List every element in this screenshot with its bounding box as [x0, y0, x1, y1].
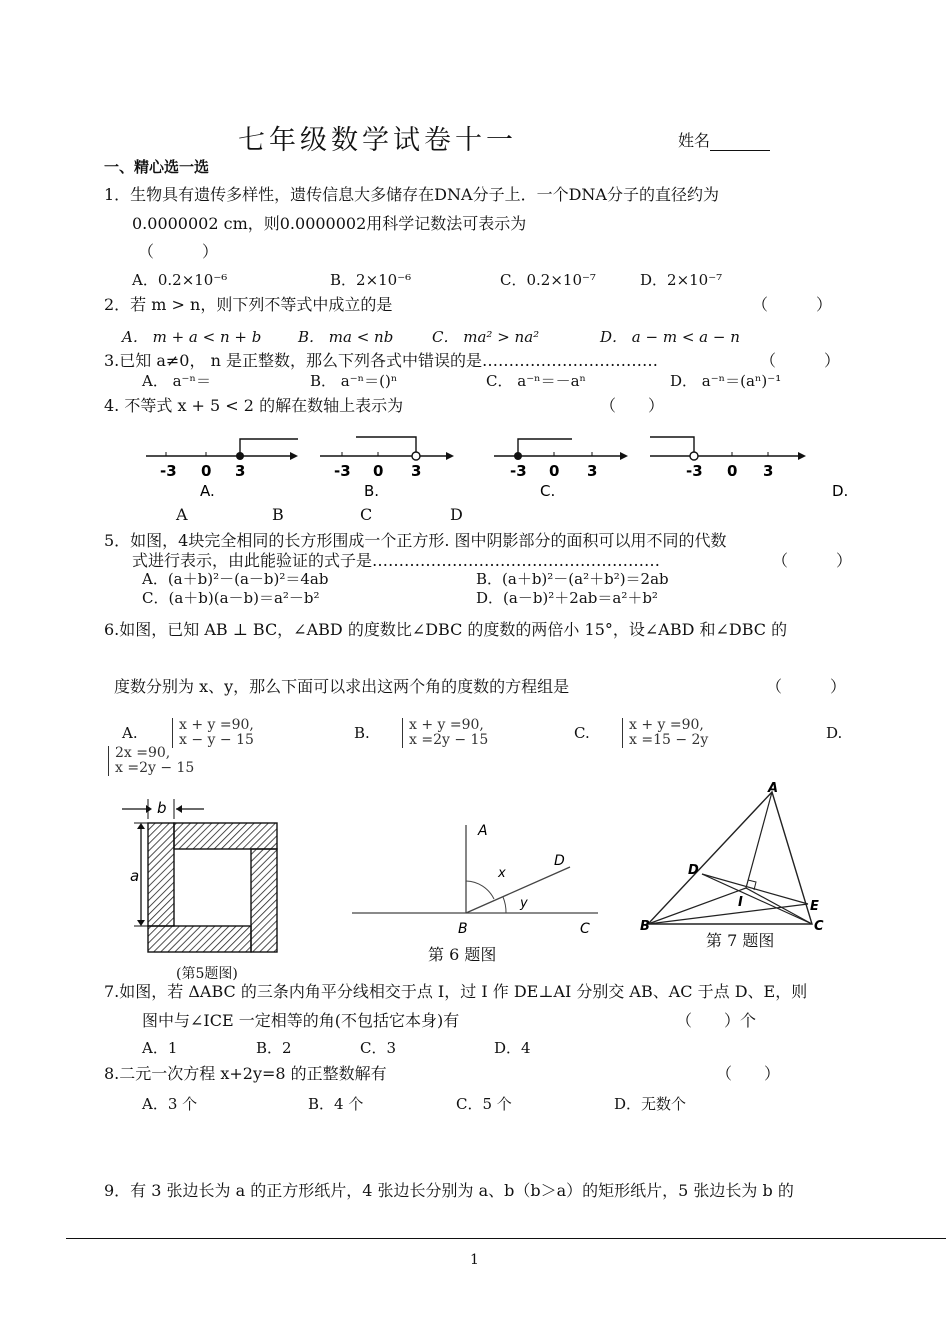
q8-option-d: D．无数个: [614, 1095, 687, 1113]
tick-label: 3: [763, 462, 774, 480]
tick-label: -3: [160, 462, 177, 480]
fig7-label-i: I: [738, 895, 743, 910]
q7-line2: 图中与∠ICE 一定相等的角(不包括它本身)有: [142, 1011, 460, 1030]
q7-option-b: B．2: [256, 1039, 292, 1057]
page-title: 七年级数学试卷十一: [238, 125, 517, 156]
section-title: 一、精心选一选: [104, 158, 210, 176]
q2-option-d: D． a − m < a − n: [600, 328, 740, 346]
q4-letter-a: A: [176, 505, 188, 524]
q5-option-a: A．(a＋b)²－(a－b)²＝4ab: [142, 570, 329, 588]
fig7-label-e: E: [810, 899, 819, 914]
q6-paren: （ ）: [766, 677, 847, 696]
q3-option-b: B． a⁻ⁿ＝()ⁿ: [310, 372, 398, 390]
q7-paren: （ ）个: [676, 1011, 757, 1030]
q2-option-a: A． m + a < n + b: [122, 328, 262, 346]
q1-option-b: B．2×10⁻⁶: [330, 271, 412, 289]
q3-option-d: D． a⁻ⁿ＝(aⁿ)⁻¹: [670, 372, 782, 390]
q8-option-c: C．5 个: [456, 1095, 512, 1113]
q4-letter-b: B: [272, 505, 284, 524]
q3-option-c: C． a⁻ⁿ＝－aⁿ: [486, 372, 587, 390]
q8-paren: （ ）: [716, 1064, 781, 1083]
fig5-label-b: b: [157, 799, 167, 817]
q6-option-d-letter: D.: [826, 724, 843, 742]
tick-label: -3: [334, 462, 351, 480]
figure-6: [348, 815, 608, 940]
tick-label: 0: [549, 462, 560, 480]
q6-option-b-letter: B.: [354, 724, 370, 742]
tick-label: 3: [587, 462, 598, 480]
axis-option-label: C.: [540, 482, 556, 500]
q8-option-a: A．3 个: [142, 1095, 198, 1113]
q6-system-d: [108, 746, 194, 776]
tick-label: 0: [201, 462, 212, 480]
name-blank: [710, 134, 770, 151]
system-eq: x =15 − 2y: [629, 732, 709, 748]
q6-system-a: [172, 718, 254, 748]
q1-option-d: D．2×10⁻⁷: [640, 271, 723, 289]
fig7-label-c: C: [814, 919, 824, 934]
fig7-caption: 第 7 题图: [706, 931, 775, 950]
tick-label: 0: [373, 462, 384, 480]
fig6-label-b: B: [458, 921, 468, 937]
q1-line1: 1．生物具有遗传多样性，遗传信息大多储存在DNA分子上．一个DNA分子的直径约为: [104, 185, 719, 204]
q6-option-c-letter: C.: [574, 724, 590, 742]
name-label: 姓名: [678, 131, 711, 150]
q1-option-c: C．0.2×10⁻⁷: [500, 271, 596, 289]
q2-option-b: B． ma < nb: [298, 328, 394, 346]
q9-line1: 9．有 3 张边长为 a 的正方形纸片，4 张边长分别为 a、b（b＞a）的矩形纸片，5 张边长为 b 的: [104, 1181, 794, 1200]
fig6-label-d: D: [554, 853, 565, 869]
fig6-label-a: A: [478, 823, 488, 839]
q7-option-c: C．3: [360, 1039, 397, 1057]
q7-option-d: D．4: [494, 1039, 531, 1057]
q1-option-a: A．0.2×10⁻⁶: [132, 271, 228, 289]
fig6-label-c: C: [580, 921, 590, 937]
system-eq: x + y =90,: [629, 717, 704, 733]
fig5-label-a: a: [130, 867, 140, 885]
name-field: [678, 128, 770, 151]
system-eq: x =2y − 15: [409, 732, 489, 748]
page-number: 1: [470, 1252, 479, 1268]
q5-line2: 式进行表示，由此能验证的式子是………………………………………………: [132, 551, 661, 570]
figure-5: [112, 795, 292, 963]
axis-option-label: A.: [200, 482, 215, 500]
q4-paren: （ ）: [600, 396, 665, 415]
q1-line2: 0.0000002 cm，则0.0000002用科学记数法可表示为: [132, 214, 527, 233]
q5-option-b: B．(a＋b)²－(a²＋b²)＝2ab: [476, 570, 669, 588]
q6-system-b: [402, 718, 488, 748]
fig5-caption: (第5题图): [176, 966, 238, 982]
q2-stem: 2．若 m > n，则下列不等式中成立的是: [104, 295, 393, 314]
q6-system-c: [622, 718, 708, 748]
system-eq: x =2y − 15: [115, 760, 195, 776]
number-line-d: [650, 437, 848, 500]
number-line-b: [320, 437, 454, 500]
system-eq: 2x =90,: [115, 745, 171, 761]
tick-label: 0: [727, 462, 738, 480]
axis-option-label: D.: [832, 482, 849, 500]
q3-option-a: A． a⁻ⁿ＝: [142, 372, 211, 390]
q4-letter-c: C: [360, 505, 373, 524]
fig6-label-y: y: [520, 896, 528, 911]
q7-option-a: A．1: [142, 1039, 178, 1057]
q1-paren: （ ）: [138, 242, 219, 261]
q7-line1: 7.如图，若 ΔABC 的三条内角平分线相交于点 I，过 I 作 DE⊥AI 分别交 AB、AC 于点 D、E，则: [104, 982, 808, 1001]
fig7-label-b: B: [640, 919, 650, 934]
tick-label: 3: [411, 462, 422, 480]
q2-option-c: C． ma² > na²: [432, 328, 540, 346]
fig7-label-a: A: [768, 781, 779, 796]
fig6-caption: 第 6 题图: [428, 945, 497, 964]
q3-paren: （ ）: [760, 351, 841, 370]
q6-line1: 6.如图，已知 AB ⊥ BC，∠ABD 的度数比∠DBC 的度数的两倍小 15°，设∠ABD 和∠DBC 的: [104, 620, 788, 639]
number-line-c: [494, 439, 628, 500]
system-eq: x + y =90,: [409, 717, 484, 733]
q4-stem: 4. 不等式 x + 5 < 2 的解在数轴上表示为: [104, 396, 404, 415]
q2-paren: （ ）: [752, 295, 833, 314]
system-eq: x − y − 15: [179, 732, 254, 748]
tick-label: -3: [686, 462, 703, 480]
q4-number-lines: [140, 428, 849, 500]
footer-divider: [66, 1238, 946, 1239]
tick-label: 3: [235, 462, 246, 480]
q5-option-c: C．(a＋b)(a－b)＝a²－b²: [142, 589, 320, 607]
q6-line2: 度数分别为 x、y，那么下面可以求出这两个角的度数的方程组是: [114, 677, 570, 696]
q5-line1: 5．如图，4块完全相同的长方形围成一个正方形. 图中阴影部分的面积可以用不同的代数: [104, 531, 727, 550]
q8-option-b: B．4 个: [308, 1095, 364, 1113]
axis-option-label: B.: [364, 482, 380, 500]
tick-label: -3: [510, 462, 527, 480]
system-eq: x + y =90,: [179, 717, 254, 733]
q8-stem: 8.二元一次方程 x+2y=8 的正整数解有: [104, 1064, 387, 1083]
q5-paren: （ ）: [772, 551, 853, 570]
q4-letter-d: D: [450, 505, 463, 524]
q5-option-d: D．(a－b)²＋2ab＝a²＋b²: [476, 589, 658, 607]
fig6-label-x: x: [498, 866, 506, 881]
q3-stem: 3.已知 a≠0， n 是正整数，那么下列各式中错误的是……………………………: [104, 351, 658, 370]
fig7-label-d: D: [688, 863, 699, 878]
number-line-a: [146, 439, 298, 500]
q6-option-a-letter: A.: [122, 724, 138, 742]
figure-7: [636, 778, 836, 936]
